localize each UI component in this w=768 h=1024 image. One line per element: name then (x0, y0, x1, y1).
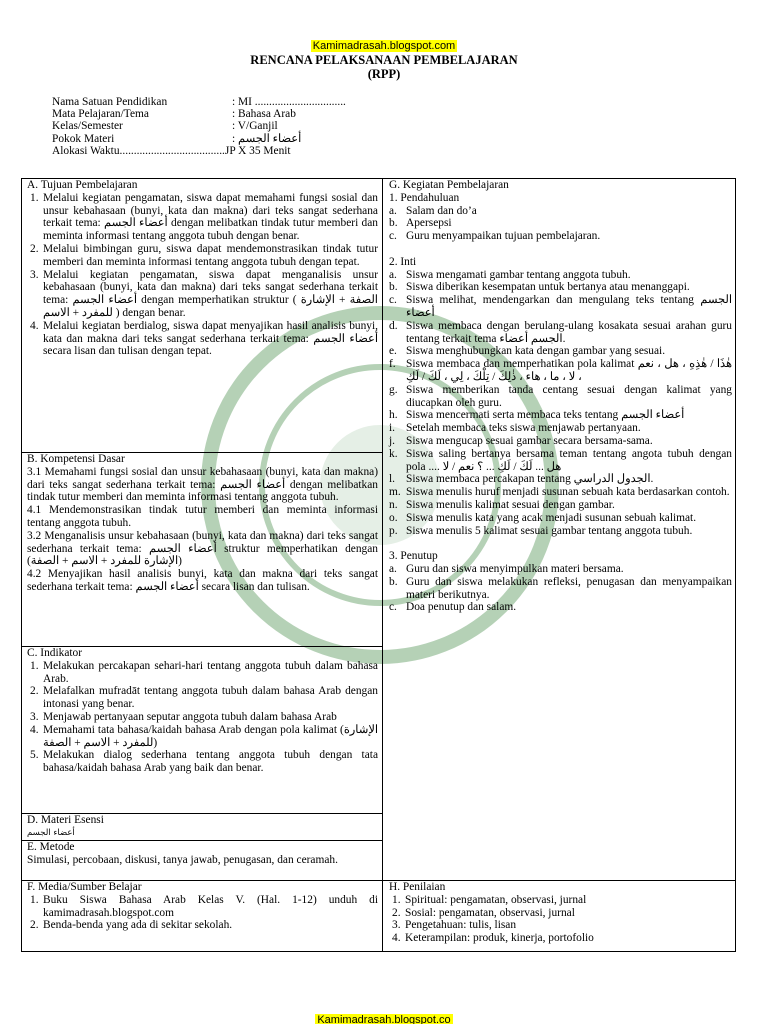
item-letter: e. (389, 345, 397, 358)
item-letter: a. (389, 204, 397, 217)
item-number: 1. (30, 893, 39, 906)
list-item (389, 205, 732, 218)
section-tujuan-pembelajaran (22, 179, 382, 453)
item-text: Siswa mengamati gambar tentang anggota tubuh. (406, 268, 631, 281)
subsection-heading: 2. Inti (389, 255, 417, 268)
list-item (389, 358, 732, 384)
item-text: Siswa menulis huruf menjadi susunan sebuah kata berdasarkan contoh. (406, 486, 730, 499)
footer-site-url[interactable]: Kamimadrasah.blogspot.co (317, 1014, 451, 1024)
section-heading: C. Indikator (27, 647, 83, 659)
section-heading: E. Metode (27, 841, 75, 853)
item-text: Siswa membaca dengan berulang-ulang kosakata sesuai arahan guru tentang terkait tema الجسم أعضاء. (406, 319, 732, 345)
item-number: 5. (30, 749, 39, 762)
item-text: Keterampilan: produk, kinerja, portofolio (405, 932, 594, 945)
item-letter: i. (389, 422, 396, 435)
list-item (389, 281, 732, 294)
column-divider (382, 179, 383, 882)
list-item (27, 919, 378, 932)
section-heading: B. Kompetensi Dasar (27, 453, 125, 465)
page-subtitle: (RPP) (367, 67, 401, 81)
section-metode (22, 841, 382, 882)
item-letter: h. (389, 409, 398, 422)
item-text: Melalui kegiatan pengamatan, siswa dapat memahami fungsi sosial dan unsur kebahasaan (bunyi, kata dan makna) dari teks sangat sederhana terkait tema: أعضاء الجسم dengan melibatkan tindak tutur memberi dan meminta informasi tentang anggota tubuh dengan benar. (43, 191, 378, 243)
item-text: Siswa saling bertanya bersama teman tentang angota tubuh dengan pola .... هل ... لَكَ / لَكِ ... ؟ نعم / لا (406, 447, 732, 473)
subsection-heading: 1. Pendahuluan (389, 191, 460, 204)
item-letter: f. (389, 358, 396, 371)
section-heading: A. Tujuan Pembelajaran (27, 179, 138, 191)
identity-row (52, 120, 732, 132)
site-footer-link[interactable] (0, 1014, 768, 1024)
item-text: Menjawab pertanyaan seputar anggota tubuh dalam bahasa Arab (43, 710, 337, 723)
list-item (389, 512, 732, 525)
section-kompetensi-dasar (22, 453, 382, 647)
item-text: Setelah membaca teks siswa menjawab pertanyaan. (406, 422, 641, 435)
item-letter: p. (389, 524, 398, 537)
item-letter: a. (389, 268, 397, 281)
identity-value: : MI ................................ (232, 96, 346, 108)
item-letter: k. (389, 447, 398, 460)
list-item (389, 269, 732, 282)
item-text: Doa penutup dan salam. (406, 601, 517, 614)
section-heading: D. Materi Esensi (27, 814, 104, 826)
item-text: Siswa melihat, mendengarkan dan mengulang teks tentang الجسم أعضاء (406, 294, 732, 319)
list-item (389, 435, 732, 448)
item-letter: c. (389, 294, 397, 307)
item-number: 1. (30, 191, 39, 204)
list-item (27, 711, 378, 724)
item-text: Siswa diberikan kesempatan untuk bertanya atau menanggapi. (406, 281, 690, 294)
list-item (389, 499, 732, 512)
list-item (27, 192, 378, 243)
section-kegiatan-pembelajaran (384, 179, 736, 614)
identity-label: Nama Satuan Pendidikan (52, 96, 168, 108)
column-divider (382, 881, 383, 952)
item-letter: o. (389, 511, 398, 524)
item-number: 2. (30, 685, 39, 698)
list-item (389, 294, 732, 320)
identity-label: Mata Pelajaran/Tema (52, 108, 149, 121)
item-text: Melalui bimbingan guru, siswa dapat mendemonstrasikan tindak tutur memberi dan meminta informasi tentang anggota tubuh dengan tepat. (43, 242, 378, 268)
item-number: 2. (392, 906, 401, 919)
item-text: Apersepsi (406, 217, 452, 230)
list-item (389, 409, 732, 422)
kd-paragraph: 4.2 Menyajikan hasil analisis bunyi, kata dan makna dari teks sangat sederhana terkait tema: أعضاء الجسم secara lisan dan tulisan. (27, 568, 378, 593)
list-item (27, 724, 378, 750)
item-text: Siswa menghubungkan kata dengan gambar yang sesuai. (406, 345, 666, 358)
list-item (27, 243, 378, 269)
rpp-bottom-table (21, 881, 736, 952)
list-item (389, 894, 732, 907)
item-text: Salam dan do’a (406, 204, 477, 217)
list-item (389, 384, 732, 410)
item-text: Siswa menulis kata yang acak menjadi susunan sebuah kalimat. (406, 511, 697, 524)
item-letter: b. (389, 575, 398, 588)
list-item (389, 230, 732, 243)
identity-row (52, 96, 732, 108)
identity-label: Kelas/Semester (52, 120, 123, 133)
item-letter: b. (389, 217, 398, 230)
item-letter: c. (389, 230, 397, 243)
item-text: Sosial: pengamatan, observasi, jurnal (405, 906, 575, 919)
item-text: Melakukan dialog sederhana tentang anggota tubuh dengan tata bahasa/kaidah bahasa Arab yang baik dan benar. (43, 749, 378, 775)
list-item (27, 269, 378, 320)
item-text: Guru dan siswa melakukan refleksi, penugasan dan menyampaikan materi berikutnya. (406, 575, 732, 601)
rpp-main-table (21, 178, 736, 881)
list-item (389, 486, 732, 499)
site-url[interactable]: Kamimadrasah.blogspot.com (312, 40, 456, 52)
kd-paragraph: 4.1 Mendemonstrasikan tindak tutur memberi dan meminta informasi tentang anggota tubuh. (27, 504, 378, 529)
item-number: 3. (392, 919, 401, 932)
identity-block (52, 96, 732, 158)
item-text: Melakukan percakapan sehari-hari tentang anggota tubuh dalam bahasa Arab. (43, 659, 378, 685)
item-number: 2. (30, 919, 39, 932)
item-number: 3. (30, 268, 39, 281)
item-text: Guru menyampaikan tujuan pembelajaran. (406, 230, 601, 243)
item-text: Benda-benda yang ada di sekitar sekolah. (43, 919, 233, 932)
page-title: RENCANA PELAKSANAAN PEMBELAJARAN (250, 53, 518, 67)
identity-value: : Bahasa Arab (232, 108, 296, 121)
list-item (389, 601, 732, 614)
item-text: Memahami tata bahasa/kaidah bahasa Arab dengan pola kalimat (الإشارة للمفرد + الاسم + الصفة) (43, 723, 378, 749)
item-text: Siswa memberikan tanda centang sesuai dengan kalimat yang diucapkan oleh guru. (406, 383, 732, 409)
list-item (389, 320, 732, 346)
item-letter: g. (389, 383, 398, 396)
item-text: Pengetahuan: tulis, lisan (405, 919, 517, 932)
item-number: 3. (30, 710, 39, 723)
section-indikator (22, 647, 382, 814)
item-text: Spiritual: pengamatan, observasi, jurnal (405, 893, 587, 906)
item-text: Siswa membaca percakapan tentang الجدول الدراسي. (406, 473, 654, 486)
list-item (389, 345, 732, 358)
item-text: Siswa mencermati serta membaca teks tentang أعضاء الجسم (406, 409, 685, 422)
identity-row (52, 133, 732, 145)
item-number: 2. (30, 242, 39, 255)
list-item (27, 894, 378, 920)
list-item (27, 685, 378, 711)
item-text: Siswa menulis 5 kalimat sesuai gambar tentang anggota tubuh. (406, 524, 693, 537)
list-item (389, 576, 732, 602)
item-letter: n. (389, 498, 398, 511)
list-item (27, 660, 378, 686)
list-item (389, 473, 732, 486)
item-text: Melalui kegiatan pengamatan, siswa dapat menganalisis unsur kebahasaan (bunyi, kata dan makna) dari teks sangat sederhana terkait tema: أعضاء الجسم dengan memperhatikan struktur ( الصفة + الإشارة للمفرد + الاسم ) dengan benar. (43, 268, 378, 319)
item-letter: m. (389, 486, 401, 499)
identity-row (52, 108, 732, 120)
section-heading: H. Penilaian (389, 881, 446, 893)
site-header-link[interactable] (0, 40, 768, 53)
kd-paragraph: 3.1 Memahami fungsi sosial dan unsur kebahasaan (bunyi, kata dan makna) dari teks sangat sederhana terkait tema: أعضاء الجسم dengan melibatkan tindak tutur memberi dan meminta informasi tentang anggota tubuh. (27, 465, 378, 504)
item-number: 4. (30, 319, 39, 332)
item-letter: a. (389, 562, 397, 575)
item-text: Siswa mengucap sesuai gambar secara bersama-sama. (406, 434, 653, 447)
section-penilaian (384, 881, 736, 945)
item-text: Siswa menulis kalimat sesuai dengan gambar. (406, 498, 615, 511)
list-item (389, 448, 732, 474)
item-number: 1. (392, 893, 401, 906)
item-text: Buku Siswa Bahasa Arab Kelas V. (Hal. 1-12) unduh di kamimadrasah.blogspot.com (43, 893, 378, 919)
list-item (27, 749, 378, 775)
item-letter: b. (389, 281, 398, 294)
list-item (389, 525, 732, 538)
subsection-heading: 3. Penutup (389, 550, 438, 563)
item-letter: c. (389, 601, 397, 614)
list-item (389, 919, 732, 932)
list-item (27, 320, 378, 358)
identity-value: : أعضاء الجسم (232, 132, 302, 145)
alokasi-waktu: Alokasi Waktu.....................................JP X 35 Menit (52, 144, 291, 157)
section-materi-esensi (22, 814, 382, 841)
list-item (389, 907, 732, 920)
section-heading: F. Media/Sumber Belajar (27, 881, 142, 893)
materi-text: أعضاء الجسم (27, 827, 75, 838)
item-text: Guru dan siswa menyimpulkan materi bersama. (406, 562, 624, 575)
metode-text: Simulasi, percobaan, diskusi, tanya jawab, penugasan, dan ceramah. (27, 853, 338, 866)
item-number: 4. (392, 932, 401, 945)
kd-paragraph: 3.2 Menganalisis unsur kebahasaan (bunyi, kata dan makna) dari teks sangat sederhana terkait tema: أعضاء الجسم struktur memperhatikan dengan (الإشارة للمفرد + الاسم + الصفة) (27, 529, 379, 568)
list-item (389, 932, 732, 945)
section-heading: G. Kegiatan Pembelajaran (389, 179, 509, 191)
item-number: 4. (30, 723, 39, 736)
list-item (389, 563, 732, 576)
item-text: Siswa membaca dan memperhatikan pola kalimat هٰذَا / هٰذِهِ ، هل ، نعم ، لا ، ما ، هاء ، ذٰلِكَ / تِلْكَ ، لِي ، لَكَ / لَكِ (406, 358, 732, 383)
item-letter: j. (389, 434, 396, 447)
item-text: Melalui kegiatan berdialog, siswa dapat menyajikan hasil analisis bunyi, kata dan makna dari teks sangat sederhana terkait tema: أعضاء الجسم secara lisan dan tulisan dengan tepat. (43, 319, 379, 358)
list-item (389, 217, 732, 230)
identity-label: Pokok Materi (52, 132, 115, 145)
identity-value: : V/Ganjil (232, 120, 278, 133)
list-item (389, 422, 732, 435)
item-text: Melafalkan mufradāt tentang anggota tubuh dalam bahasa Arab dengan intonasi yang benar. (43, 685, 378, 711)
item-number: 1. (30, 659, 39, 672)
item-letter: d. (389, 319, 398, 332)
item-letter: l. (389, 473, 396, 486)
section-media-sumber (22, 881, 382, 932)
